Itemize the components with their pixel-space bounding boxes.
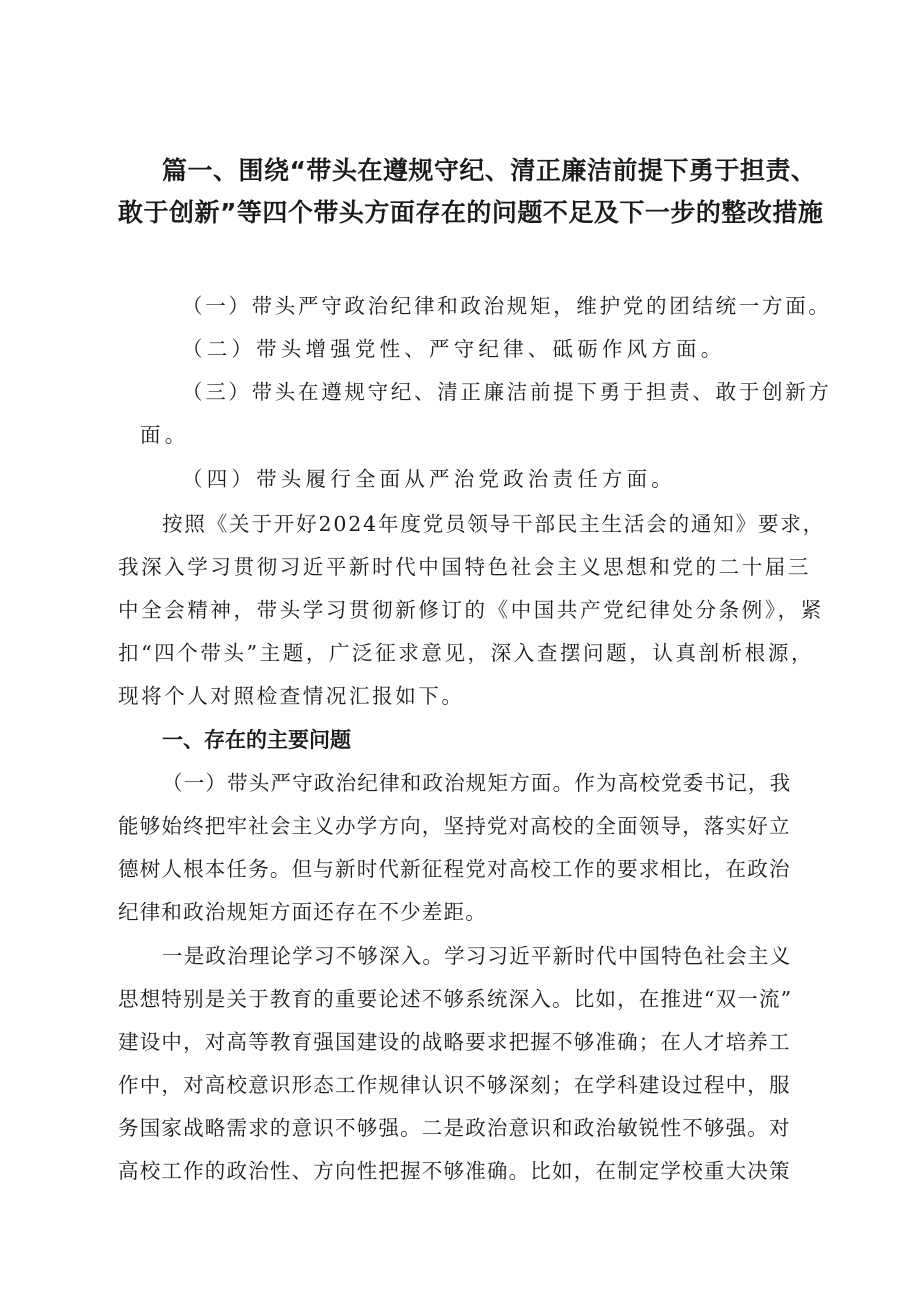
section-line-2: 能够始终把牢社会主义办学方向，坚持党对高校的全面领导，落实好立 xyxy=(118,814,791,838)
section-line-4: 纪律和政治规矩方面还存在不少差距。 xyxy=(118,900,487,924)
section-line-3: 德树人根本任务。但与新时代新征程党对高校工作的要求相比，在政治 xyxy=(118,857,791,881)
intro-line-4: 扣“四个带头”主题，广泛征求意见，深入查摆问题，认真剖析根源， xyxy=(118,641,815,665)
outline-item-2: （二）带头增强党性、严守纪律、砥砺作风方面。 xyxy=(182,337,726,361)
section-line-10: 高校工作的政治性、方向性把握不够准确。比如，在制定学校重大决策 xyxy=(118,1159,791,1183)
outline-item-3: （三）带头在遵规守纪、清正廉洁前提下勇于担责、敢于创新方 xyxy=(182,380,832,404)
outline-item-3-continued: 面。 xyxy=(140,423,190,447)
intro-line-2: 我深入学习贯彻习近平新时代中国特色社会主义思想和党的二十届三 xyxy=(118,555,811,579)
section-line-6: 思想特别是关于教育的重要论述不够系统深入。比如，在推进“双一流” xyxy=(118,987,793,1011)
section-heading: 一、存在的主要问题 xyxy=(162,728,351,752)
section-line-5: 一是政治理论学习不够深入。学习习近平新时代中国特色社会主义 xyxy=(162,944,792,968)
intro-line-5: 现将个人对照检查情况汇报如下。 xyxy=(118,684,465,708)
document-title: 篇一、围绕“带头在遵规守纪、清正廉洁前提下勇于担责、敢于创新”等四个带头方面存在的问题不足及下一步的整改措施 xyxy=(118,156,824,227)
section-line-8: 作中，对高校意识形态工作规律认识不够深刻；在学科建设过程中，服 xyxy=(118,1073,791,1097)
section-line-1: （一）带头严守政治纪律和政治规矩方面。作为高校党委书记，我 xyxy=(162,771,792,795)
intro-line-1: 按照《关于开好2024年度党员领导干部民主生活会的通知》要求， xyxy=(162,512,826,536)
section-line-7: 建设中，对高等教育强国建设的战略要求把握不够准确；在人才培养工 xyxy=(118,1030,791,1054)
outline-item-4: （四）带头履行全面从严治党政治责任方面。 xyxy=(182,467,676,491)
outline-item-1: （一）带头严守政治纪律和政治规矩，维护党的团结统一方面。 xyxy=(182,294,832,318)
intro-line-3: 中全会精神，带头学习贯彻新修订的《中国共产党纪律处分条例》，紧 xyxy=(118,598,824,622)
section-line-9: 务国家战略需求的意识不够强。二是政治意识和政治敏锐性不够强。对 xyxy=(118,1116,791,1140)
